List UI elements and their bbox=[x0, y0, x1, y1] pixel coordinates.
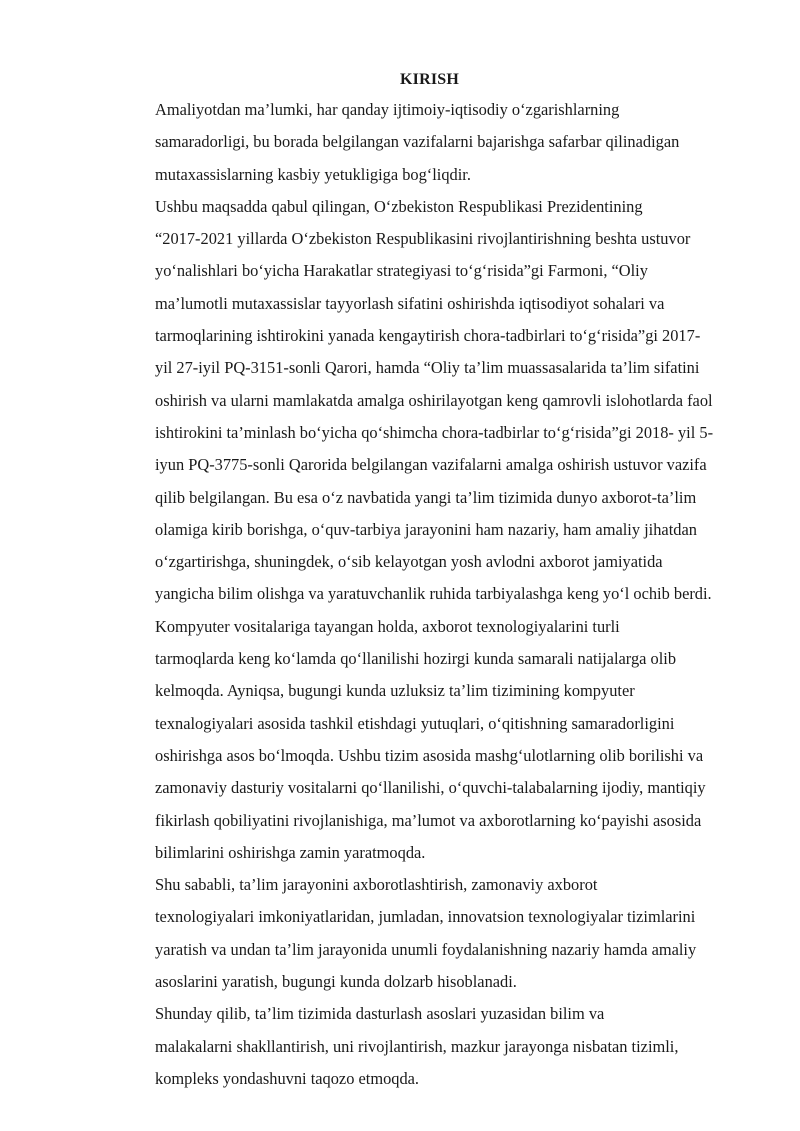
text-line: Ushbu maqsadda qabul qilingan, O‘zbekiston Respublikasi Prezidentining bbox=[155, 196, 643, 216]
text-line: ma’lumotli mutaxassislar tayyorlash sifatini oshirishda iqtisodiyot sohalari va bbox=[155, 293, 665, 313]
text-line: “2017-2021 yillarda O‘zbekiston Respublikasini rivojlantirishning beshta ustuvor bbox=[155, 229, 691, 249]
paragraph-1 bbox=[107, 94, 752, 191]
text-line: yil 27-iyil PQ-3151-sonli Qarori, hamda “Oliy ta’lim muassasalarida ta’lim sifatini bbox=[155, 358, 700, 378]
text-line: o‘zgartirishga, shuningdek, o‘sib kelayotgan yosh avlodni axborot jamiyatida bbox=[155, 552, 663, 572]
text-line: zamonaviy dasturiy vositalarni qo‘llanilishi, o‘quvchi-talabalarning ijodiy, mantiqiy bbox=[155, 778, 706, 798]
text-line: texnalogiyalari asosida tashkil etishdagi yutuqlari, o‘qitishning samaradorligini bbox=[155, 713, 675, 733]
text-line: olamiga kirib borishga, o‘quv-tarbiya jarayonini ham nazariy, ham amaliy jihatdan bbox=[155, 519, 697, 539]
text-line: texnologiyalari imkoniyatlaridan, jumladan, innovatsion texnologiyalar tizimlarini bbox=[155, 907, 696, 927]
text-line: kelmoqda. Ayniqsa, bugungi kunda uzluksiz ta’lim tizimining kompyuter bbox=[155, 681, 635, 701]
document-title: KIRISH bbox=[400, 71, 459, 88]
document-page bbox=[107, 68, 752, 1095]
text-line: kompleks yondashuvni taqozo etmoqda. bbox=[155, 1068, 420, 1088]
paragraph-4 bbox=[107, 869, 752, 998]
text-line: samaradorligi, bu borada belgilangan vazifalarni bajarishga safarbar qilinadigan bbox=[155, 132, 680, 152]
text-line: asoslarini yaratish, bugungi kunda dolzarb hisoblanadi. bbox=[155, 972, 517, 992]
text-line: tarmoqlarining ishtirokini yanada kengaytirish chora-tadbirlari to‘g‘risida”gi 2017- bbox=[155, 326, 701, 346]
text-line: ishtirokini ta’minlash bo‘yicha qo‘shimcha chora-tadbirlar to‘g‘risida”gi 2018- yil 5- bbox=[155, 422, 714, 442]
text-line: qilib belgilangan. Bu esa o‘z navbatida yangi ta’lim tizimida dunyo axborot-ta’lim bbox=[155, 487, 697, 507]
paragraph-5 bbox=[107, 998, 752, 1095]
text-line: Kompyuter vositalariga tayangan holda, axborot texnologiyalarini turli bbox=[155, 616, 620, 636]
text-line: yo‘nalishlari bo‘yicha Harakatlar strategiyasi to‘g‘risida”gi Farmoni, “Oliy bbox=[155, 261, 648, 281]
paragraph-3 bbox=[107, 611, 752, 869]
text-line: yaratish va undan ta’lim jarayonida unumli foydalanishning nazariy hamda amaliy bbox=[155, 939, 697, 959]
text-line: bilimlarini oshirishga zamin yaratmoqda. bbox=[155, 842, 426, 862]
text-line: oshirish va ularni mamlakatda amalga oshirilayotgan keng qamrovli islohotlarda faol bbox=[155, 390, 713, 410]
paragraph-2 bbox=[107, 191, 752, 611]
text-line: mutaxassislarning kasbiy yetukligiga bog‘liqdir. bbox=[155, 164, 471, 184]
text-line: oshirishga asos bo‘lmoqda. Ushbu tizim asosida mashg‘ulotlarning olib borilishi va bbox=[155, 745, 704, 765]
text-line: yangicha bilim olishga va yaratuvchanlik ruhida tarbiyalashga keng yo‘l ochib berdi. bbox=[155, 584, 712, 604]
text-line: Shu sababli, ta’lim jarayonini axborotlashtirish, zamonaviy axborot bbox=[155, 875, 598, 895]
text-line: tarmoqlarda keng ko‘lamda qo‘llanilishi hozirgi kunda samarali natijalarga olib bbox=[155, 649, 677, 669]
text-line: fikirlash qobiliyatini rivojlanishiga, ma’lumot va axborotlarning ko‘payishi asosida bbox=[155, 810, 702, 830]
text-line: Shunday qilib, ta’lim tizimida dasturlash asoslari yuzasidan bilim va bbox=[155, 1004, 605, 1024]
text-line: Amaliyotdan ma’lumki, har qanday ijtimoiy-iqtisodiy o‘zgarishlarning bbox=[155, 100, 620, 119]
text-line: malakalarni shakllantirish, uni rivojlantirish, mazkur jarayonga nisbatan tizimli, bbox=[155, 1036, 679, 1056]
text-line: iyun PQ-3775-sonli Qarorida belgilangan vazifalarni amalga oshirish ustuvor vazifa bbox=[155, 455, 707, 475]
